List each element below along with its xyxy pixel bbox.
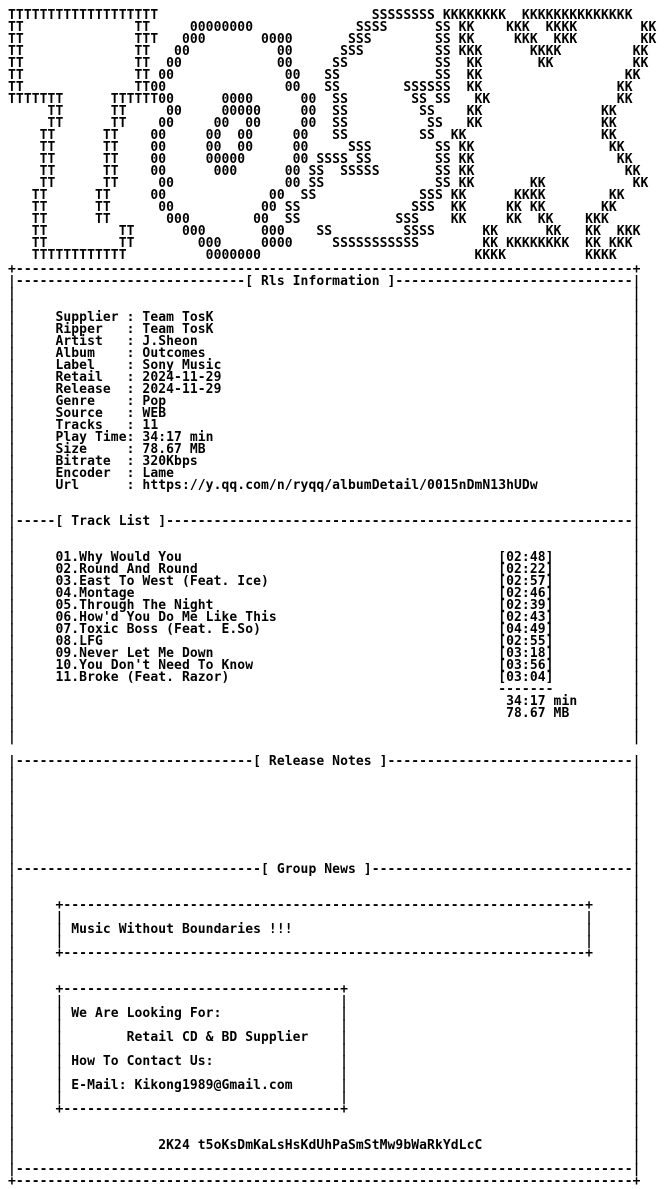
blank-line: | | [8,1150,641,1165]
group-news-box-line: | +------------------------------------------------------------------+ | [8,898,641,913]
track-list-line: | 08.LFG [02:55] | [8,634,641,649]
group-news-box-line: | +------------------------------------------------------------------+ | [8,946,641,961]
blank-line: | | [8,1126,641,1141]
signature-line: | 2K24 t5oKsDmKaLsHsKdUhPaSmStMw9bWaRkYdLcC | [8,1138,641,1153]
ascii-logo-line: TT TT 00 00 00 00 SS SS KK KK [8,128,617,143]
blank-line: | | [8,802,641,817]
contact-box-line: | | | | [8,994,641,1009]
section-header-rls-information: |-----------------------------[ Rls Information ]------------------------------| [8,274,641,289]
ascii-logo-line: TT TT 00 00 00 00 SS SS KK KK [8,116,617,131]
rls-info-line: | Ripper : Team TosK | [8,322,641,337]
ascii-logo-line: TTTTTTTTTTTT 0000000 KKKK KKKK [8,248,617,263]
ascii-logo-line: TT TT 000 0000 SSSSSSSSSSS KK KKKKKKKK KK KKK [8,236,633,251]
contact-box-line: | +-----------------------------------+ | [8,1102,641,1117]
contact-box-line: | | We Are Looking For: | | [8,1006,641,1021]
track-list-line: | 34:17 min | [8,694,641,709]
track-list-line: | 09.Never Let Me Down [03:18] | [8,646,641,661]
border-top: +------------------------------------------------------------------------------+ [8,262,641,277]
border-bottom-inner: |------------------------------------------------------------------------------| [8,1162,641,1177]
ascii-logo-line: TT TT 00 00 00 00 SSS SS KK KK [8,140,625,155]
track-list-line: | 10.You Don't Need To Know [03:56] | [8,658,641,673]
blank-line: | | [8,526,641,541]
blank-line: | | [8,826,641,841]
ascii-logo-line: TTTTTTTTTTTTTTTTTTT SSSSSSSS KKKKKKKK KKKKKKKKKKKKKK [8,8,633,23]
ascii-logo-line: TT TT 00 00000 00 SSSS SS SS KK KK [8,152,633,167]
blank-line: | | [8,298,641,313]
ascii-logo-line: TT TT 00 00 SS SSS KK KK KK KK [8,200,617,215]
rls-info-line: | Label : Sony Music | [8,358,641,373]
blank-line: | | [8,286,641,301]
rls-info-line: | Play Time: 34:17 min | [8,430,641,445]
track-list-line: | 07.Toxic Boss (Feat. E.So) [04:49] | [8,622,641,637]
group-news-box-line: | | | | [8,934,641,949]
track-list-line: | 01.Why Would You [02:48] | [8,550,641,565]
blank-line: | | [8,958,641,973]
group-news-box-line: | | | | [8,910,641,925]
track-list-line: | 04.Montage [02:46] | [8,586,641,601]
blank-line: | | [8,502,641,517]
ascii-logo-line: TT TTT 000 0000 SSS SS KK KKK KKK KK [8,32,657,47]
rls-info-line: | Artist : J.Sheon | [8,334,641,349]
ascii-logo-line: TT TT 00 00 SS SS KK KK [8,68,641,83]
ascii-logo-line: TT TT 00 00 SSS SS KKK KKKK KK [8,44,649,59]
ascii-logo-line: TT TT 000 00 SS SSS KK KK KK KKK [8,212,609,227]
ascii-logo-line: TT TT 00 00000 00 SS SS KK KK [8,104,617,119]
track-list-line: | 05.Through The Night [02:39] | [8,598,641,613]
contact-box-line: | | | | [8,1090,641,1105]
blank-line: | | [8,874,641,889]
ascii-logo-line: TT TT 00000000 SSSS SS KK KKK KKKK KK [8,20,657,35]
ascii-logo-line: TT TT 00 00 SS SS KK KK KK [8,56,649,71]
blank-line: | | [8,730,641,745]
track-list-line: | 11.Broke (Feat. Razor) [03:04] | [8,670,641,685]
contact-box-line: | | E-Mail: Kikong1989@Gmail.com | | [8,1078,641,1093]
track-list-line: | 78.67 MB | [8,706,641,721]
blank-line: | | [8,490,641,505]
ascii-logo-line: TT TT 000 000 SS SSSS KK KK KK KKK [8,224,641,239]
blank-line: | | [8,850,641,865]
blank-line: | | [8,886,641,901]
rls-info-line: | Album : Outcomes | [8,346,641,361]
blank-line: | | [8,790,641,805]
ascii-logo-line: TTTTTTT TTTTTT00 0000 00 SS SS SS KK KK [8,92,633,107]
ascii-logo-line: TT TT 00 00 SS SSS KK KKKK KK [8,188,625,203]
track-list-line: | ------- | [8,682,641,697]
section-header-group-news: |-------------------------------[ Group News ]---------------------------------| [8,862,641,877]
contact-box-line: | +-----------------------------------+ | [8,982,641,997]
group-news-box-line: | | Music Without Boundaries !!! | | [8,922,641,937]
section-header-release-notes: |------------------------------[ Release Notes ]-------------------------------| [8,754,641,769]
rls-info-line: | Size : 78.67 MB | [8,442,641,457]
track-list-line: | 02.Round And Round [02:22] | [8,562,641,577]
ascii-logo-line: TT TT 00 00 SS SS KK KK KK [8,176,649,191]
blank-line: | | [8,1114,641,1129]
contact-box-line: | | Retail CD & BD Supplier | | [8,1030,641,1045]
contact-box-line: | | | | [8,1042,641,1057]
contact-box-line: | | How To Contact Us: | | [8,1054,641,1069]
rls-info-line: | Url : https://y.qq.com/n/ryqq/albumDetail/0015nDmN13hUDw | [8,478,641,493]
blank-line: | | [8,814,641,829]
rls-info-line: | Tracks : 11 | [8,418,641,433]
rls-info-line: | Source : WEB | [8,406,641,421]
track-list-line: | 03.East To West (Feat. Ice) [02:57] | [8,574,641,589]
blank-line: | | [8,838,641,853]
blank-line: | | [8,718,641,733]
ascii-logo-line: TT TT 00 000 00 SS SSSSS SS KK KK [8,164,641,179]
blank-line: | | [8,766,641,781]
rls-info-line: | Encoder : Lame | [8,466,641,481]
rls-info-line: | Bitrate : 320Kbps | [8,454,641,469]
border-bottom: +------------------------------------------------------------------------------+ [8,1174,641,1189]
ascii-logo-line: TT TT00 00 SS SSSSSS KK KK [8,80,633,95]
section-header-track-list: |-----[ Track List ]-----------------------------------------------------------| [8,514,641,529]
track-list-line: | 06.How'd You Do Me Like This [02:43] | [8,610,641,625]
contact-box-line: | | | | [8,1066,641,1081]
contact-box-line: | | | | [8,1018,641,1033]
rls-info-line: | Release : 2024-11-29 | [8,382,641,397]
blank-line: | | [8,538,641,553]
rls-info-line: | Supplier : Team TosK | [8,310,641,325]
rls-info-line: | Retail : 2024-11-29 | [8,370,641,385]
blank-line: | | [8,970,641,985]
blank-line: | | [8,778,641,793]
rls-info-line: | Genre : Pop | [8,394,641,409]
